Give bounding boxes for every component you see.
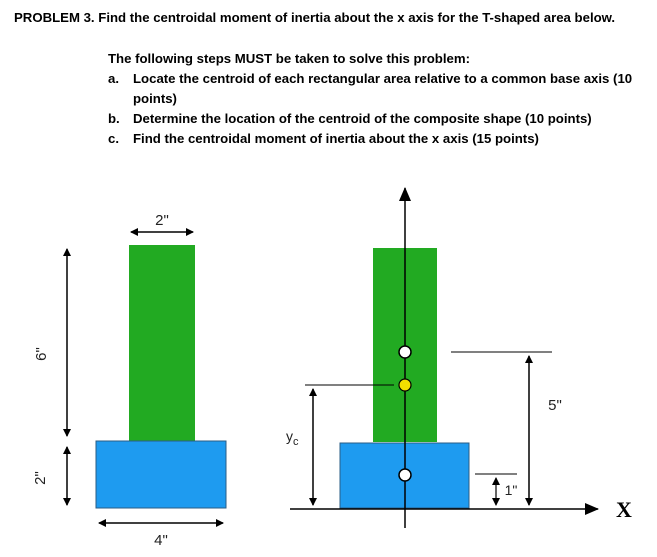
flange-centroid-marker	[399, 469, 411, 481]
problem-heading: PROBLEM 3. Find the centroidal moment of inertia about the x axis for the T-shaped area below.	[14, 10, 616, 25]
right-t-shape	[286, 188, 632, 528]
web-centroid-marker	[399, 346, 411, 358]
step-marker: b.	[108, 111, 120, 126]
x-axis-label: X	[616, 497, 632, 522]
step-text: Determine the location of the centroid of the composite shape (10 points)	[133, 111, 592, 126]
flange-width-label: 4"	[154, 532, 168, 549]
left-t-shape	[32, 212, 226, 549]
step-text: Find the centroidal moment of inertia about the x axis (15 points)	[133, 131, 539, 146]
left-web-rectangle	[129, 245, 195, 442]
yc-label-main: y	[286, 428, 293, 444]
instructions-intro: The following steps MUST be taken to solve this problem:	[108, 51, 470, 66]
flange-height-label: 2"	[32, 471, 49, 485]
step-text: Locate the centroid of each rectangular area relative to a common base axis (10 points)	[133, 71, 633, 106]
step-marker: a.	[108, 71, 119, 86]
web-centroid-label: 5"	[548, 397, 562, 414]
left-flange-rectangle	[96, 441, 226, 508]
top-width-label: 2"	[155, 212, 169, 229]
yc-label-subscript: c	[293, 436, 299, 448]
web-height-label: 6"	[33, 347, 50, 361]
flange-centroid-label: 1"	[504, 482, 518, 498]
composite-centroid-marker	[399, 379, 411, 391]
yc-label	[286, 428, 299, 448]
step-marker: c.	[108, 131, 119, 146]
